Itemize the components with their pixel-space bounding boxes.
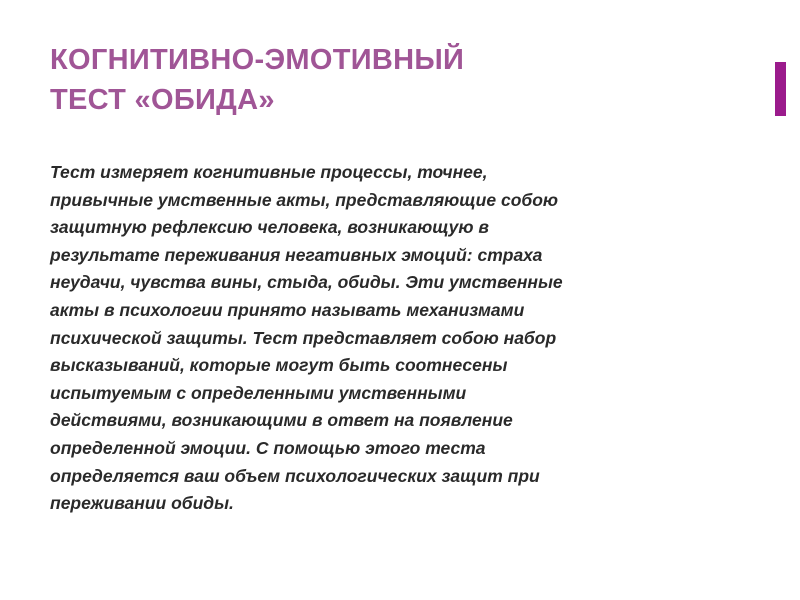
- body-line: действиями, возникающими в ответ на появление: [50, 410, 513, 431]
- body-line: испытуемым с определенными умственными: [50, 382, 467, 403]
- title-line: ТЕСТ «ОБИДА»: [50, 84, 275, 116]
- body-line: переживании обиды.: [50, 493, 234, 514]
- slide-title: [50, 40, 750, 120]
- body-line: результате переживания негативных эмоций: страха: [50, 244, 543, 265]
- accent-bar: [775, 62, 786, 116]
- body-line: психической защиты. Тест представляет собою набор: [50, 327, 557, 348]
- body-line: неудачи, чувства вины, стыда, обиды. Эти умственные: [50, 272, 563, 293]
- body-line: Тест измеряет когнитивные процессы, точнее,: [50, 162, 488, 182]
- body-line: защитную рефлексию человека, возникающую в: [50, 217, 489, 238]
- slide-body-text: [50, 159, 740, 518]
- title-line: КОГНИТИВНО-ЭМОТИВНЫЙ: [50, 44, 465, 76]
- body-line: привычные умственные акты, представляющие собою: [50, 189, 559, 210]
- body-line: определяется ваш объем психологических защит при: [50, 465, 540, 486]
- body-line: высказываний, которые могут быть соотнесены: [50, 355, 508, 376]
- body-line: определенной эмоции. С помощью этого теста: [50, 437, 486, 458]
- body-line: акты в психологии принято называть механизмами: [50, 299, 525, 320]
